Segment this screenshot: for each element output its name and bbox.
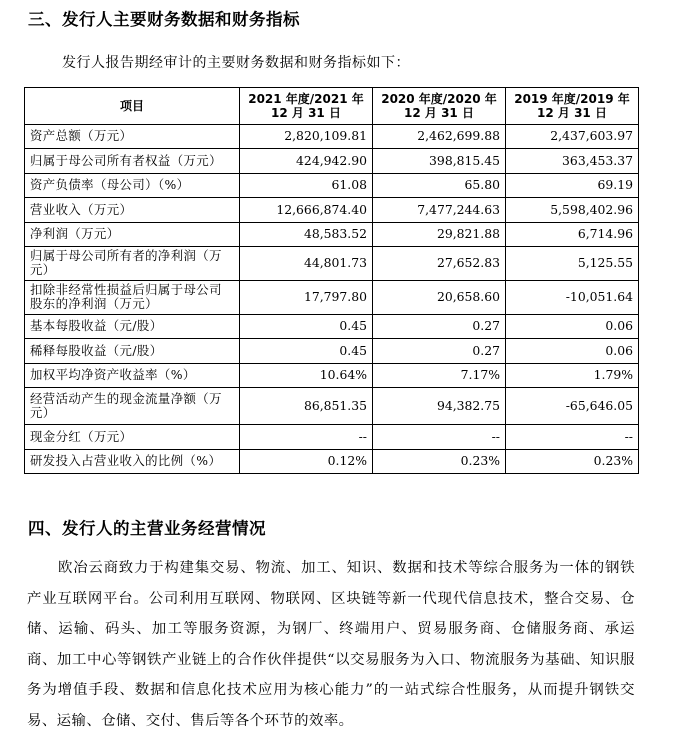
row-value: 0.45	[240, 314, 373, 338]
header-2020: 2020 年度/2020 年 12 月 31 日	[373, 88, 506, 125]
row-value: 0.27	[373, 339, 506, 363]
header-2019: 2019 年度/2019 年 12 月 31 日	[506, 88, 639, 125]
row-value: 69.19	[506, 173, 639, 197]
row-value: 7,477,244.63	[373, 198, 506, 222]
section-4-heading: 四、发行人的主营业务经营情况	[28, 519, 266, 538]
row-value: 48,583.52	[240, 222, 373, 246]
section-3-heading: 三、发行人主要财务数据和财务指标	[28, 10, 300, 29]
row-value: 2,437,603.97	[506, 125, 639, 149]
row-label: 基本每股收益（元/股）	[25, 314, 240, 338]
row-value: 363,453.37	[506, 149, 639, 173]
table-row	[25, 339, 639, 363]
row-value: 0.27	[373, 314, 506, 338]
row-label: 净利润（万元）	[25, 222, 240, 246]
row-value: --	[240, 425, 373, 449]
row-value: 0.06	[506, 314, 639, 338]
row-label: 经营活动产生的现金流量净额（万元）	[25, 388, 240, 425]
row-value: 0.12%	[240, 449, 373, 473]
row-value: 0.23%	[506, 449, 639, 473]
table-row	[25, 425, 639, 449]
row-value: --	[373, 425, 506, 449]
row-value: 424,942.90	[240, 149, 373, 173]
row-value: 0.45	[240, 339, 373, 363]
row-value: 17,797.80	[240, 280, 373, 314]
row-value: --	[506, 425, 639, 449]
row-label: 归属于母公司所有者权益（万元）	[25, 149, 240, 173]
table-row	[25, 173, 639, 197]
row-label: 营业收入（万元）	[25, 198, 240, 222]
table-row	[25, 125, 639, 149]
row-value: 5,125.55	[506, 246, 639, 280]
table-header-row	[25, 88, 639, 125]
table-row	[25, 363, 639, 387]
row-value: 61.08	[240, 173, 373, 197]
row-value: 6,714.96	[506, 222, 639, 246]
row-value: 94,382.75	[373, 388, 506, 425]
table-row	[25, 149, 639, 173]
row-label: 研发投入占营业收入的比例（%）	[25, 449, 240, 473]
row-value: 27,652.83	[373, 246, 506, 280]
table-row	[25, 198, 639, 222]
row-value: -10,051.64	[506, 280, 639, 314]
row-label: 资产负债率（母公司）（%）	[25, 173, 240, 197]
table-row	[25, 246, 639, 280]
business-description: 欧冶云商致力于构建集交易、物流、加工、知识、数据和技术等综合服务为一体的钢铁产业互联网平台。公司利用互联网、物联网、区块链等新一代现代信息技术，整合交易、仓储、运输、码头、加工等服务资源，为钢厂、终端用户、贸易服务商、仓储服务商、承运商、加工中心等钢铁产业链上的合作伙伴提供“以交易服务为入口、物流服务为基础、知识服务为增值手段、数据和信息化技术应用为核心能力”的一站式综合性服务，从而提升钢铁交易、运输、仓储、交付、售后等各个环节的效率。	[27, 560, 635, 729]
row-value: 10.64%	[240, 363, 373, 387]
row-value: 29,821.88	[373, 222, 506, 246]
row-value: 398,815.45	[373, 149, 506, 173]
table-row	[25, 222, 639, 246]
row-value: 65.80	[373, 173, 506, 197]
row-value: 86,851.35	[240, 388, 373, 425]
row-value: 0.23%	[373, 449, 506, 473]
row-value: 44,801.73	[240, 246, 373, 280]
row-value: 7.17%	[373, 363, 506, 387]
row-value: 20,658.60	[373, 280, 506, 314]
row-value: 12,666,874.40	[240, 198, 373, 222]
row-label: 资产总额（万元）	[25, 125, 240, 149]
table-row	[25, 280, 639, 314]
row-value: 0.06	[506, 339, 639, 363]
row-value: 2,462,699.88	[373, 125, 506, 149]
row-value: -65,646.05	[506, 388, 639, 425]
row-label: 归属于母公司所有者的净利润（万元）	[25, 246, 240, 280]
header-2021: 2021 年度/2021 年 12 月 31 日	[240, 88, 373, 125]
table-row	[25, 314, 639, 338]
row-label: 加权平均净资产收益率（%）	[25, 363, 240, 387]
row-value: 1.79%	[506, 363, 639, 387]
row-label: 稀释每股收益（元/股）	[25, 339, 240, 363]
table-row	[25, 388, 639, 425]
row-label: 扣除非经常性损益后归属于母公司股东的净利润（万元）	[25, 280, 240, 314]
row-value: 2,820,109.81	[240, 125, 373, 149]
table-row	[25, 449, 639, 473]
table-intro: 发行人报告期经审计的主要财务数据和财务指标如下：	[62, 55, 410, 71]
header-item: 项目	[25, 88, 240, 125]
row-label: 现金分红（万元）	[25, 425, 240, 449]
financial-indicators-table	[24, 87, 639, 474]
row-value: 5,598,402.96	[506, 198, 639, 222]
